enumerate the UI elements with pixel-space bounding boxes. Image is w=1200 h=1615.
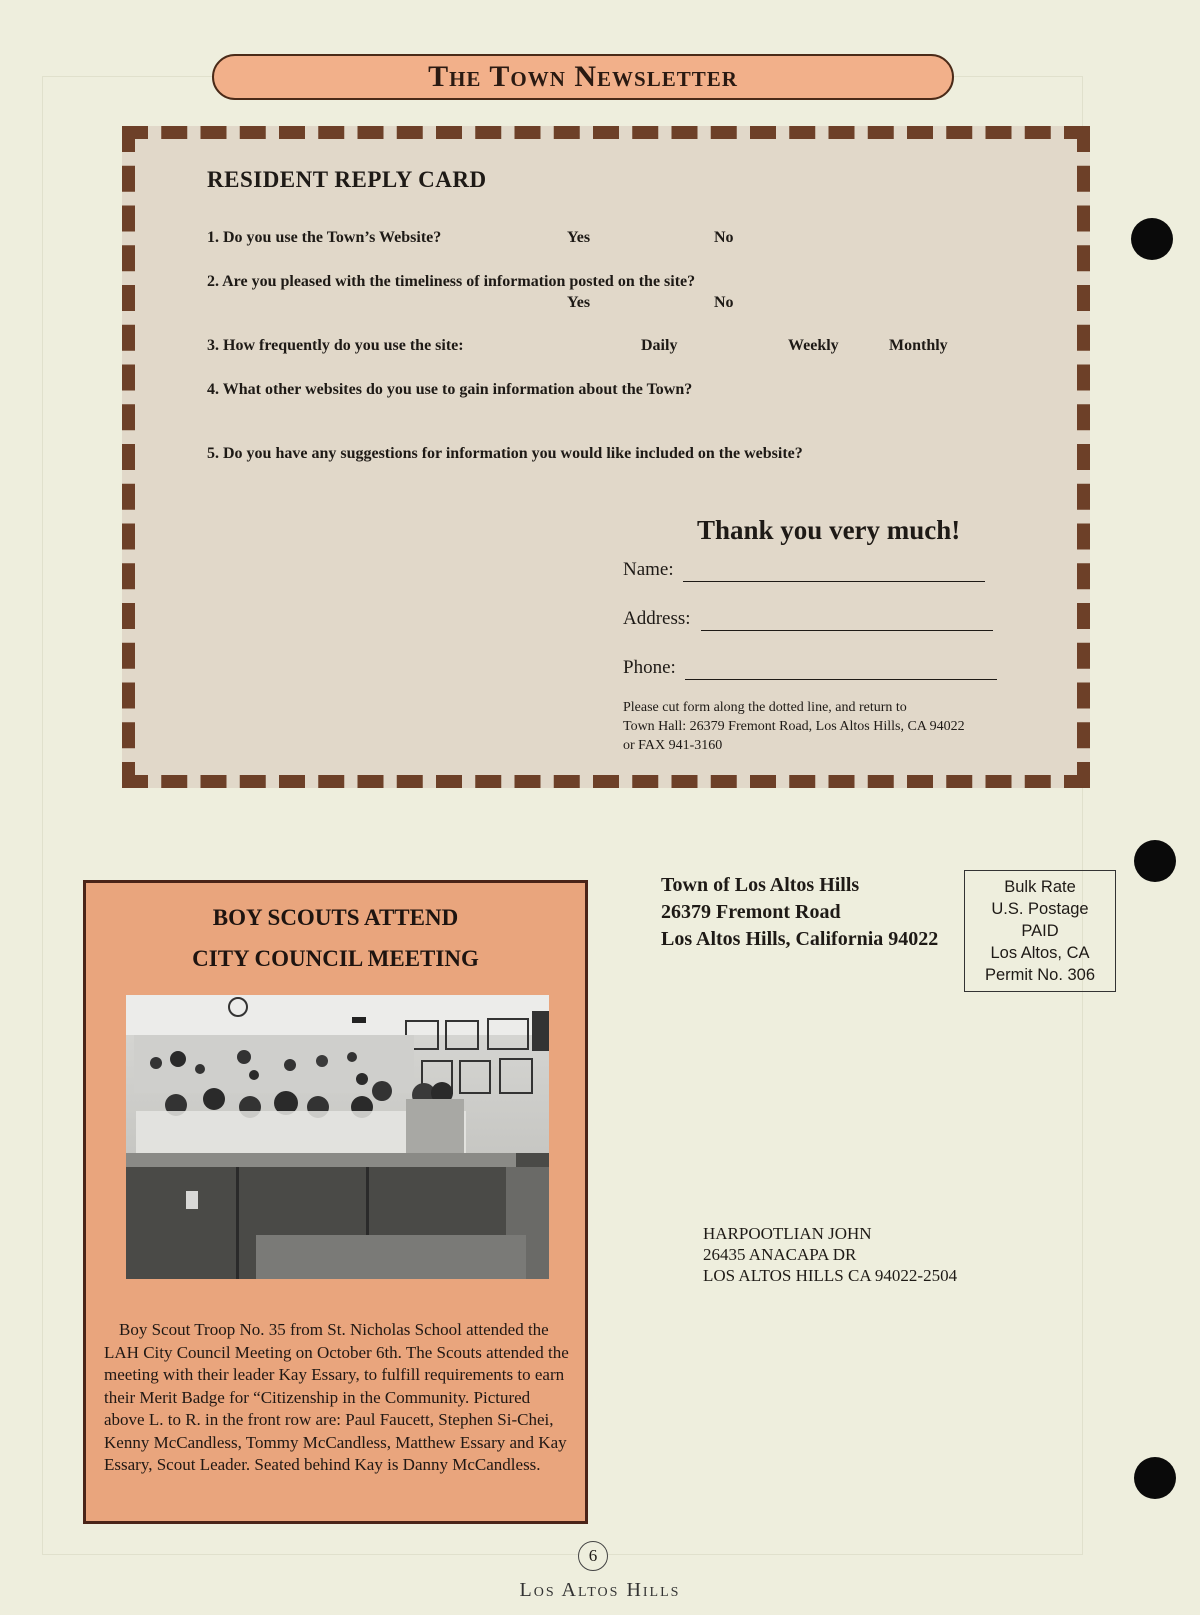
boy-scouts-photo <box>126 995 549 1279</box>
address-label: Address: <box>623 608 691 629</box>
newsletter-banner <box>212 54 954 100</box>
question-5: 5. Do you have any suggestions for information you would like included on the website? <box>207 445 803 462</box>
binder-hole-icon <box>1134 840 1176 882</box>
postage-line-1: Bulk Rate <box>1004 878 1076 896</box>
story-text: Boy Scout Troop No. 35 from St. Nicholas School attended the LAH City Council Meeting on October 6th. The Scouts attended the meeting with their leader Kay Essary, to fulfill requirements to earn their Merit Badge for “Citizenship in the Community. Pictured above L. to R. in the front row are: Paul Faucett, Stephen Si-Chei, Kenny McCandless, Tommy McCandless, Matthew Essary and Kay Essary, Scout Leader. Seated behind Kay is Danny McCandless. <box>104 1320 569 1474</box>
q1-option-yes[interactable]: Yes <box>567 229 591 246</box>
note-line-3: or FAX 941-3160 <box>623 738 723 753</box>
article-story <box>104 1319 574 1477</box>
note-line-2: Town Hall: 26379 Fremont Road, Los Altos Hills, CA 94022 <box>623 719 965 734</box>
page-number: 6 <box>578 1541 608 1571</box>
return-instructions <box>623 698 965 755</box>
question-3: 3. How frequently do you use the site: <box>207 337 464 354</box>
mailing-address-line-2: 26435 ANACAPA DR <box>703 1245 857 1264</box>
boy-scouts-article <box>83 880 588 1524</box>
return-address-line-1: Town of Los Altos Hills <box>661 874 860 896</box>
footer-town-name: Los Altos Hills <box>519 1579 681 1601</box>
q1-option-no[interactable]: No <box>714 229 734 246</box>
q3-option-weekly[interactable]: Weekly <box>788 337 839 354</box>
question-4: 4. What other websites do you use to gain information about the Town? <box>207 381 693 398</box>
question-1: 1. Do you use the Town’s Website? <box>207 229 442 246</box>
q3-option-daily[interactable]: Daily <box>641 337 678 354</box>
mailing-address-line-3: LOS ALTOS HILLS CA 94022-2504 <box>703 1266 958 1285</box>
article-title-line-2: CITY COUNCIL MEETING <box>192 946 479 971</box>
mailing-address <box>703 1223 957 1286</box>
thank-you-text: Thank you very much! <box>697 515 961 545</box>
q3-option-monthly[interactable]: Monthly <box>889 337 948 354</box>
name-label: Name: <box>623 559 674 580</box>
mailing-address-line-1: HARPOOTLIAN JOHN <box>703 1224 872 1243</box>
name-field[interactable] <box>683 581 985 582</box>
q2-option-no[interactable]: No <box>714 294 734 311</box>
postage-indicia <box>964 870 1116 992</box>
phone-label: Phone: <box>623 657 676 678</box>
return-address <box>661 872 938 953</box>
article-title-line-1: BOY SCOUTS ATTEND <box>212 905 459 930</box>
note-line-1: Please cut form along the dotted line, and return to <box>623 700 907 715</box>
reply-card-title: RESIDENT REPLY CARD <box>207 167 487 192</box>
address-field[interactable] <box>701 630 993 631</box>
return-address-line-2: 26379 Fremont Road <box>661 901 841 923</box>
resident-reply-card <box>122 126 1090 788</box>
postage-line-4: Los Altos, CA <box>990 944 1090 962</box>
postage-line-5: Permit No. 306 <box>984 966 1096 984</box>
postage-line-2: U.S. Postage <box>991 900 1089 918</box>
postage-line-3: PAID <box>1021 922 1059 940</box>
return-address-line-3: Los Altos Hills, California 94022 <box>661 928 939 950</box>
q2-option-yes[interactable]: Yes <box>567 294 591 311</box>
newsletter-title: The Town Newsletter <box>428 60 738 93</box>
phone-field[interactable] <box>685 679 997 680</box>
question-2: 2. Are you pleased with the timeliness of information posted on the site? <box>207 273 696 290</box>
binder-hole-icon <box>1131 218 1173 260</box>
binder-hole-icon <box>1134 1457 1176 1499</box>
